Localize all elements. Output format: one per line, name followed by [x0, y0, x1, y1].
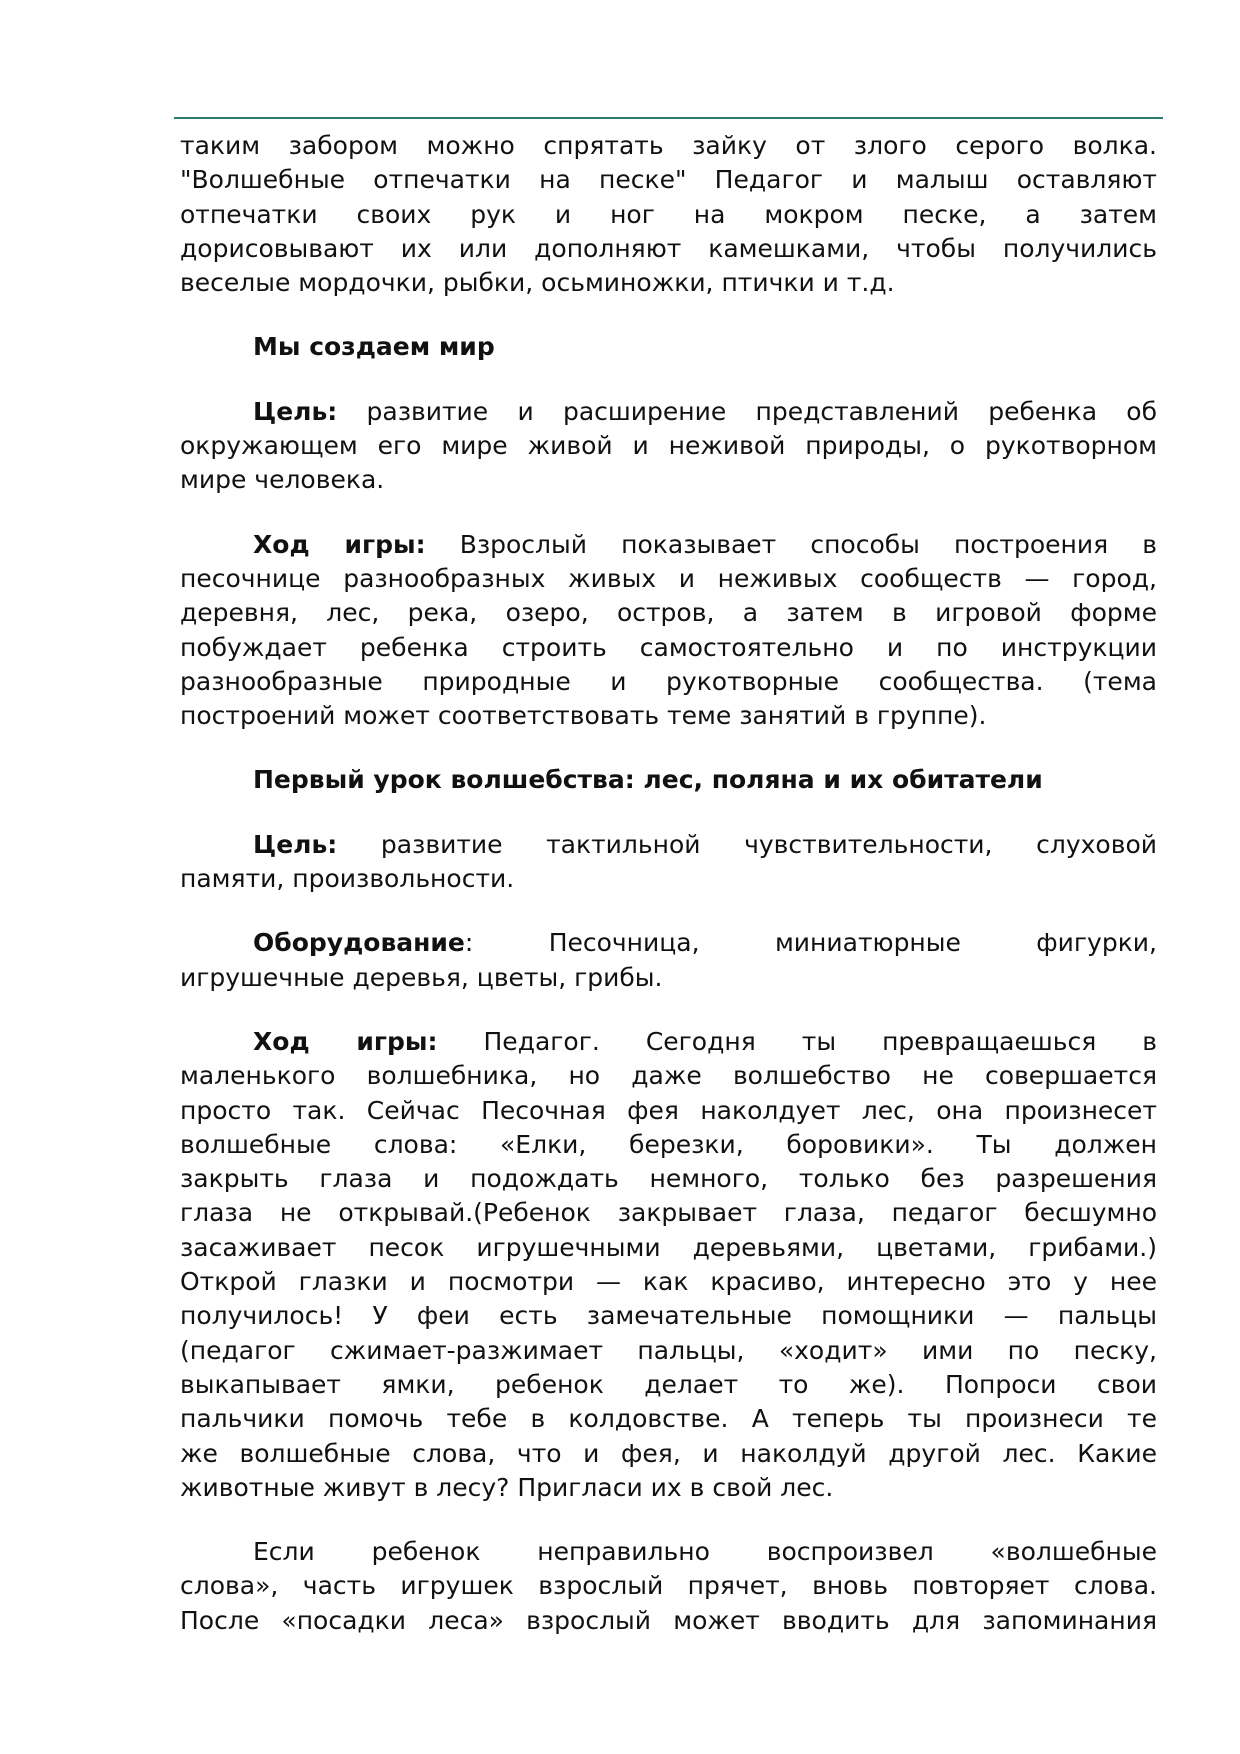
text-line [180, 330, 1157, 364]
line-text: животные живут в лесу? Пригласи их в свой лес. [180, 1472, 834, 1502]
text-line [180, 266, 1157, 300]
text-line [180, 631, 1157, 665]
paragraph [180, 1535, 1157, 1638]
line-text: побуждает ребенка строить самостоятельно и по инструкции [180, 632, 1157, 662]
paragraph [180, 528, 1157, 734]
text-line [180, 665, 1157, 699]
line-text: просто так. Сейчас Песочная фея наколдует лес, она произнесет [180, 1095, 1157, 1125]
line-text: Взрослый показывает способы построения в [425, 529, 1157, 559]
paragraph [180, 395, 1157, 498]
line-text: окружающем его мире живой и неживой природы, о рукотворном [180, 431, 1157, 461]
line-text: "Волшебные отпечатки на песке" Педагог и малыш оставляют [180, 165, 1157, 195]
line-text: Первый урок волшебства: лес, поляна и их обитатели [253, 765, 1043, 795]
text-line [180, 1025, 1157, 1059]
text-line [180, 1231, 1157, 1265]
text-line [180, 1569, 1157, 1603]
text-line [180, 1162, 1157, 1196]
line-text: веселые мордочки, рыбки, осьминожки, птички и т.д. [180, 268, 895, 298]
line-text: Педагог. Сегодня ты превращаешься в [437, 1026, 1157, 1056]
line-text: игрушечные деревья, цветы, грибы. [180, 962, 663, 992]
text-line [180, 1437, 1157, 1471]
line-text: засаживает песок игрушечными деревьями, цветами, грибами.) [180, 1232, 1157, 1262]
text-line [180, 163, 1157, 197]
bold-label: Ход игры: [253, 529, 426, 559]
paragraph [180, 926, 1157, 995]
line-text: разнообразные природные и рукотворные сообщества. (тема [180, 666, 1157, 696]
text-line [180, 1535, 1157, 1569]
line-text: выкапывает ямки, ребенок делает то же). Попроси свои [180, 1369, 1157, 1399]
line-text: отпечатки своих рук и ног на мокром песке, а затем [180, 199, 1157, 229]
line-text: волшебные слова: «Елки, березки, боровики». Ты должен [180, 1129, 1157, 1159]
bold-label: Цель: [253, 396, 338, 426]
text-line [180, 1368, 1157, 1402]
text-line [180, 596, 1157, 630]
line-text: развитие и расширение представлений ребенка об [337, 396, 1157, 426]
text-line [180, 1604, 1157, 1638]
document-body [180, 129, 1157, 1668]
line-text: памяти, произвольности. [180, 864, 515, 894]
text-line [180, 1196, 1157, 1230]
text-line [180, 1059, 1157, 1093]
line-text: деревня, лес, река, озеро, остров, а затем в игровой форме [180, 598, 1157, 628]
text-line [180, 961, 1157, 995]
line-text: построений может соответствовать теме занятий в группе). [180, 701, 987, 731]
paragraph [180, 828, 1157, 897]
line-text: После «посадки леса» взрослый может вводить для запоминания [180, 1605, 1157, 1635]
line-text: развитие тактильной чувствительности, слуховой [337, 829, 1157, 859]
text-line [180, 232, 1157, 266]
line-text: маленького волшебника, но даже волшебство не совершается [180, 1061, 1157, 1091]
text-line [180, 1334, 1157, 1368]
text-line [180, 699, 1157, 733]
line-text: глаза не открывай.(Ребенок закрывает глаза, педагог бесшумно [180, 1198, 1157, 1228]
line-text: дорисовывают их или дополняют камешками, чтобы получились [180, 233, 1157, 263]
section-heading [180, 763, 1157, 797]
text-line [180, 1265, 1157, 1299]
line-text: получилось! У феи есть замечательные помощники — пальцы [180, 1301, 1157, 1331]
text-line [180, 1094, 1157, 1128]
text-line [180, 1471, 1157, 1505]
paragraph [180, 1025, 1157, 1505]
text-line [180, 528, 1157, 562]
section-heading [180, 330, 1157, 364]
paragraph [180, 129, 1157, 300]
line-text: (педагог сжимает-разжимает пальцы, «ходит» ими по песку, [180, 1335, 1157, 1365]
text-line [180, 395, 1157, 429]
text-line [180, 763, 1157, 797]
line-text: пальчики помочь тебе в колдовстве. А теперь ты произнеси те [180, 1404, 1157, 1434]
line-text: слова», часть игрушек взрослый прячет, вновь повторяет слова. [180, 1571, 1157, 1601]
line-text: же волшебные слова, что и фея, и наколдуй другой лес. Какие [180, 1438, 1157, 1468]
text-line [180, 862, 1157, 896]
line-text: песочнице разнообразных живых и неживых сообществ — город, [180, 563, 1157, 593]
header-rule [174, 117, 1163, 119]
bold-label: Ход игры: [253, 1026, 438, 1056]
text-line [180, 429, 1157, 463]
line-text: закрыть глаза и подождать немного, только без разрешения [180, 1164, 1157, 1194]
text-line [180, 198, 1157, 232]
line-text: Открой глазки и посмотри — как красиво, интересно это у нее [180, 1267, 1157, 1297]
bold-label: Оборудование [253, 928, 465, 958]
text-line [180, 129, 1157, 163]
text-line [180, 562, 1157, 596]
line-text: Если ребенок неправильно воспроизвел «волшебные [253, 1537, 1157, 1567]
bold-label: Цель: [253, 829, 338, 859]
text-line [180, 926, 1157, 960]
text-line [180, 1299, 1157, 1333]
text-line [180, 463, 1157, 497]
text-line [180, 1128, 1157, 1162]
line-text: мире человека. [180, 465, 385, 495]
text-line [180, 828, 1157, 862]
line-text: : Песочница, миниатюрные фигурки, [464, 928, 1157, 958]
line-text: Мы создаем мир [253, 332, 495, 362]
text-line [180, 1402, 1157, 1436]
line-text: таким забором можно спрятать зайку от злого серого волка. [180, 131, 1157, 160]
